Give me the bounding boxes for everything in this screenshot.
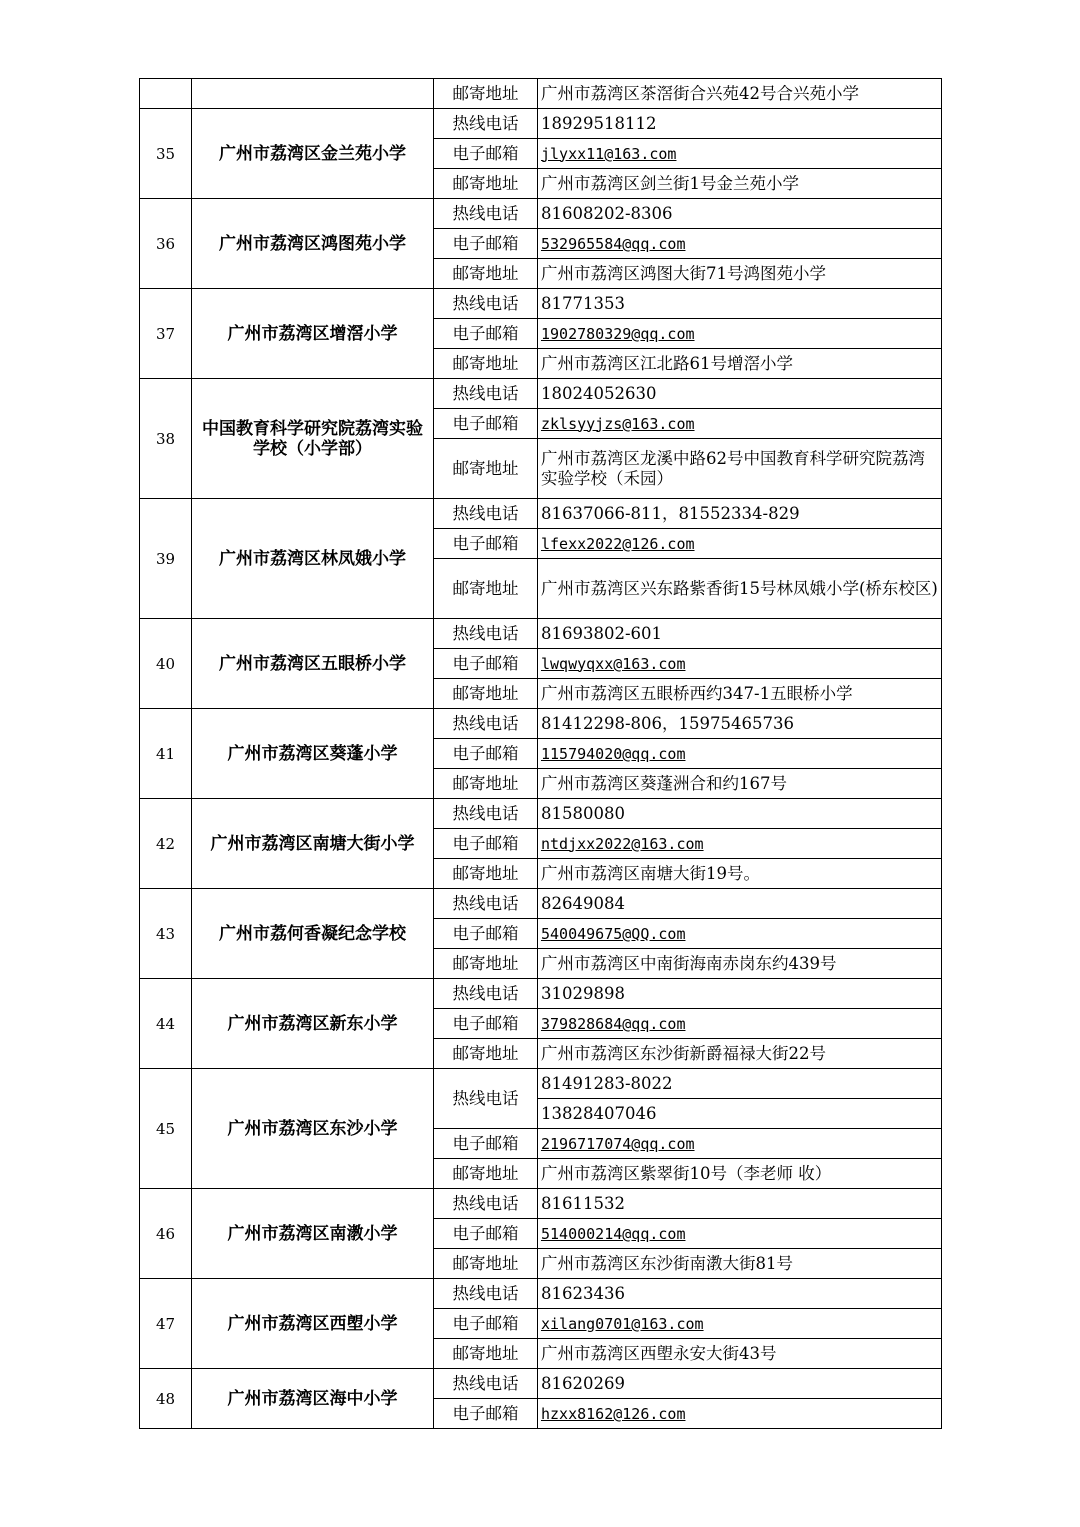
address-value: 广州市荔湾区西塱永安大街43号 xyxy=(538,1339,942,1369)
table-row xyxy=(140,1189,942,1219)
address-value: 广州市荔湾区葵蓬洲合和约167号 xyxy=(538,769,942,799)
address-label: 邮寄地址 xyxy=(434,859,538,889)
table-row xyxy=(140,619,942,649)
school-number: 47 xyxy=(140,1279,192,1369)
email-link[interactable]: 514000214@qq.com xyxy=(541,1224,686,1243)
email-label: 电子邮箱 xyxy=(434,1309,538,1339)
school-number: 44 xyxy=(140,979,192,1069)
phone-value: 81637066-811，81552334-829 xyxy=(538,499,942,529)
email-label: 电子邮箱 xyxy=(434,409,538,439)
email-label: 电子邮箱 xyxy=(434,139,538,169)
address-label: 邮寄地址 xyxy=(434,559,538,619)
phone-label: 热线电话 xyxy=(434,709,538,739)
address-label: 邮寄地址 xyxy=(434,79,538,109)
school-name: 广州市荔湾区鸿图苑小学 xyxy=(192,199,434,289)
school-name: 广州市荔何香凝纪念学校 xyxy=(192,889,434,979)
email-cell xyxy=(538,229,942,259)
table-row xyxy=(140,289,942,319)
email-cell xyxy=(538,1399,942,1429)
phone-value: 81580080 xyxy=(538,799,942,829)
school-number: 40 xyxy=(140,619,192,709)
school-number: 35 xyxy=(140,109,192,199)
email-link[interactable]: hzxx8162@126.com xyxy=(541,1404,686,1423)
address-value: 广州市荔湾区江北路61号增滘小学 xyxy=(538,349,942,379)
school-number: 48 xyxy=(140,1369,192,1429)
address-value: 广州市荔湾区南塘大街19号。 xyxy=(538,859,942,889)
school-number: 41 xyxy=(140,709,192,799)
email-cell xyxy=(538,1009,942,1039)
address-value: 广州市荔湾区茶滘街合兴苑42号合兴苑小学 xyxy=(538,79,942,109)
email-link[interactable]: 115794020@qq.com xyxy=(541,744,686,763)
email-label: 电子邮箱 xyxy=(434,319,538,349)
address-label: 邮寄地址 xyxy=(434,349,538,379)
address-value: 广州市荔湾区龙溪中路62号中国教育科学研究院荔湾实验学校（禾园） xyxy=(538,439,942,499)
address-label: 邮寄地址 xyxy=(434,1249,538,1279)
table-row xyxy=(140,1369,942,1399)
phone-value: 31029898 xyxy=(538,979,942,1009)
school-name: 广州市荔湾区林凤娥小学 xyxy=(192,499,434,619)
phone-label: 热线电话 xyxy=(434,979,538,1009)
table-row xyxy=(140,109,942,139)
school-name: 广州市荔湾区西塱小学 xyxy=(192,1279,434,1369)
school-number: 39 xyxy=(140,499,192,619)
address-label: 邮寄地址 xyxy=(434,439,538,499)
email-link[interactable]: 2196717074@qq.com xyxy=(541,1134,695,1153)
table-row xyxy=(140,709,942,739)
address-value: 广州市荔湾区东沙街南漖大街81号 xyxy=(538,1249,942,1279)
school-name-cell xyxy=(192,79,434,109)
address-value: 广州市荔湾区鸿图大街71号鸿图苑小学 xyxy=(538,259,942,289)
school-name: 广州市荔湾区增滘小学 xyxy=(192,289,434,379)
address-label: 邮寄地址 xyxy=(434,1039,538,1069)
address-value: 广州市荔湾区中南街海南赤岗东约439号 xyxy=(538,949,942,979)
email-link[interactable]: ntdjxx2022@163.com xyxy=(541,834,704,853)
school-number: 36 xyxy=(140,199,192,289)
phone-value: 13828407046 xyxy=(538,1099,942,1129)
email-link[interactable]: lfexx2022@126.com xyxy=(541,534,695,553)
phone-label: 热线电话 xyxy=(434,1069,538,1129)
table-row xyxy=(140,979,942,1009)
table-body xyxy=(140,79,942,1429)
table-row xyxy=(140,499,942,529)
email-label: 电子邮箱 xyxy=(434,1129,538,1159)
email-cell xyxy=(538,1309,942,1339)
address-label: 邮寄地址 xyxy=(434,1159,538,1189)
number-cell xyxy=(140,79,192,109)
phone-label: 热线电话 xyxy=(434,1279,538,1309)
address-value: 广州市荔湾区东沙街新爵福禄大街22号 xyxy=(538,1039,942,1069)
phone-value: 81412298-806，15975465736 xyxy=(538,709,942,739)
table-row xyxy=(140,1069,942,1099)
phone-value: 81611532 xyxy=(538,1189,942,1219)
school-number: 43 xyxy=(140,889,192,979)
table-row xyxy=(140,199,942,229)
email-label: 电子邮箱 xyxy=(434,529,538,559)
email-link[interactable]: zklsyyjzs@163.com xyxy=(541,414,695,433)
phone-label: 热线电话 xyxy=(434,109,538,139)
school-name: 广州市荔湾区东沙小学 xyxy=(192,1069,434,1189)
phone-value: 81491283-8022 xyxy=(538,1069,942,1099)
email-cell xyxy=(538,1129,942,1159)
email-label: 电子邮箱 xyxy=(434,649,538,679)
school-name: 中国教育科学研究院荔湾实验学校（小学部） xyxy=(192,379,434,499)
email-cell xyxy=(538,649,942,679)
email-cell xyxy=(538,409,942,439)
phone-label: 热线电话 xyxy=(434,199,538,229)
email-cell xyxy=(538,829,942,859)
email-label: 电子邮箱 xyxy=(434,739,538,769)
email-label: 电子邮箱 xyxy=(434,1399,538,1429)
email-cell xyxy=(538,739,942,769)
school-name: 广州市荔湾区南塘大街小学 xyxy=(192,799,434,889)
email-link[interactable]: lwqwyqxx@163.com xyxy=(541,654,686,673)
school-name: 广州市荔湾区海中小学 xyxy=(192,1369,434,1429)
address-label: 邮寄地址 xyxy=(434,259,538,289)
phone-value: 81620269 xyxy=(538,1369,942,1399)
address-label: 邮寄地址 xyxy=(434,679,538,709)
phone-label: 热线电话 xyxy=(434,1369,538,1399)
school-name: 广州市荔湾区南漖小学 xyxy=(192,1189,434,1279)
address-value: 广州市荔湾区兴东路紫香街15号林凤娥小学(桥东校区) xyxy=(538,559,942,619)
email-label: 电子邮箱 xyxy=(434,1219,538,1249)
phone-value: 81608202-8306 xyxy=(538,199,942,229)
phone-value: 81771353 xyxy=(538,289,942,319)
school-name: 广州市荔湾区葵蓬小学 xyxy=(192,709,434,799)
phone-label: 热线电话 xyxy=(434,1189,538,1219)
email-label: 电子邮箱 xyxy=(434,1009,538,1039)
email-label: 电子邮箱 xyxy=(434,229,538,259)
table-row xyxy=(140,1279,942,1309)
school-number: 38 xyxy=(140,379,192,499)
email-cell xyxy=(538,1219,942,1249)
table-row xyxy=(140,79,942,109)
phone-label: 热线电话 xyxy=(434,499,538,529)
school-contact-table xyxy=(139,78,942,1429)
phone-value: 81623436 xyxy=(538,1279,942,1309)
phone-label: 热线电话 xyxy=(434,619,538,649)
address-label: 邮寄地址 xyxy=(434,769,538,799)
address-label: 邮寄地址 xyxy=(434,1339,538,1369)
email-link[interactable]: jlyxx11@163.com xyxy=(541,144,677,163)
school-number: 37 xyxy=(140,289,192,379)
table-row xyxy=(140,379,942,409)
school-name: 广州市荔湾区新东小学 xyxy=(192,979,434,1069)
address-value: 广州市荔湾区剑兰街1号金兰苑小学 xyxy=(538,169,942,199)
email-link[interactable]: 540049675@QQ.com xyxy=(541,924,686,943)
email-cell xyxy=(538,139,942,169)
phone-value: 81693802-601 xyxy=(538,619,942,649)
school-number: 45 xyxy=(140,1069,192,1189)
school-number: 42 xyxy=(140,799,192,889)
school-name: 广州市荔湾区五眼桥小学 xyxy=(192,619,434,709)
table-row xyxy=(140,799,942,829)
email-link[interactable]: xilang0701@163.com xyxy=(541,1314,704,1333)
address-label: 邮寄地址 xyxy=(434,169,538,199)
email-link[interactable]: 1902780329@qq.com xyxy=(541,324,695,343)
email-label: 电子邮箱 xyxy=(434,829,538,859)
phone-value: 82649084 xyxy=(538,889,942,919)
phone-value: 18024052630 xyxy=(538,379,942,409)
school-name: 广州市荔湾区金兰苑小学 xyxy=(192,109,434,199)
phone-label: 热线电话 xyxy=(434,799,538,829)
phone-label: 热线电话 xyxy=(434,289,538,319)
address-value: 广州市荔湾区五眼桥西约347-1五眼桥小学 xyxy=(538,679,942,709)
email-cell xyxy=(538,919,942,949)
phone-label: 热线电话 xyxy=(434,889,538,919)
email-link[interactable]: 379828684@qq.com xyxy=(541,1014,686,1033)
phone-value: 18929518112 xyxy=(538,109,942,139)
email-label: 电子邮箱 xyxy=(434,919,538,949)
table-row xyxy=(140,889,942,919)
address-value: 广州市荔湾区紫翠街10号（李老师 收） xyxy=(538,1159,942,1189)
email-link[interactable]: 532965584@qq.com xyxy=(541,234,686,253)
address-label: 邮寄地址 xyxy=(434,949,538,979)
school-number: 46 xyxy=(140,1189,192,1279)
phone-label: 热线电话 xyxy=(434,379,538,409)
email-cell xyxy=(538,319,942,349)
email-cell xyxy=(538,529,942,559)
